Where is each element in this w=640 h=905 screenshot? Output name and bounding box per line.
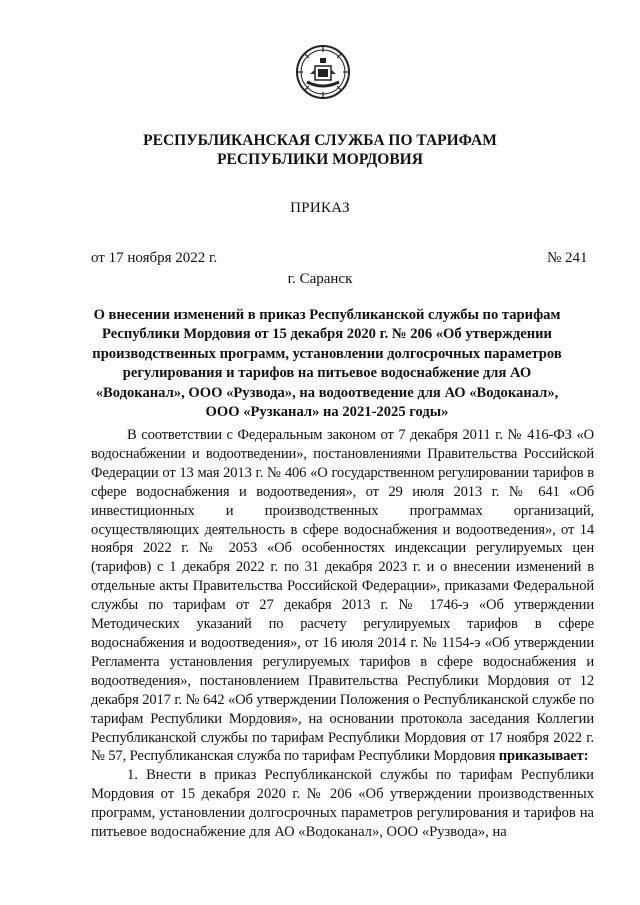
document-number: № 241	[547, 250, 588, 266]
document-city: г. Саранск	[287, 271, 353, 287]
organization-name-line1: РЕСПУБЛИКАНСКАЯ СЛУЖБА ПО ТАРИФАМ	[143, 132, 497, 149]
document-date: от 17 ноября 2022 г.	[91, 250, 218, 266]
preamble-paragraph	[91, 426, 594, 766]
order-word: приказывает:	[498, 748, 589, 765]
item-1-paragraph: 1. Внести в приказ Республиканской службы по тарифам Республики Мордовия от 15 декабря 2020 г. № 206 «Об утверждении производственных программ, установлении долгосрочных параметров регулирования и тарифов на питьевое водоснабжение для АО «Водоканал», ООО «Рузвода», на	[91, 767, 594, 841]
preamble-text: В соответствии с Федеральным законом от 7 декабря 2011 г. № 416-ФЗ «О водоснабжении и водоотведении», постановлениями Правительства Российской Федерации от 13 мая 2013 г. № 406 «О государственном регулировании тарифов в сфере водоснабжения и водоотведения», от 29 июля 2013 г. № 641 «Об инвестиционных и производственных программах организаций, осуществляющих деятельность в сфере водоснабжения и водоотведения», от 14 ноября 2022 г. № 2053 «Об особенностях индексации регулируемых цен (тарифов) с 1 декабря 2022 г. по 31 декабря 2023 г. и о внесении изменений в отдельные акты Правительства Российской Федерации», приказами Федеральной службы по тарифам от 27 декабря 2013 г. № 1746-э «Об утверждении Методических указаний по расчету регулируемых тарифов в сфере водоснабжения и водоотведения», от 16 июля 2014 г. № 1154-э «Об утверждении Регламента установления регулируемых тарифов в сфере водоснабжения и водоотведения», постановлением Правительства Республики Мордовия от 12 декабря 2017 г. № 642 «Об утверждении Положения о Республиканской службе по тарифам Республики Мордовия», на основании протокола заседания Коллегии Республиканской службы по тарифам Республики Мордовия от 17 ноября 2022 г. № 57, Республиканская служба по тарифам Республики Мордовия	[91, 427, 594, 765]
document-body	[91, 426, 594, 842]
document-title: О внесении изменений в приказ Республиканской службы по тарифам Республики Мордовия от 15 декабря 2020 г. № 206 «Об утверждении производственных программ, установлении долгосрочных параметров регулирования и тарифов на питьевое водоснабжение для АО «Водоканал», ООО «Рузвода», на водоотведение для АО «Водоканал», ООО «Рузканал» на 2021-2025 годы»	[92, 307, 562, 421]
document-type: ПРИКАЗ	[290, 200, 350, 216]
organization-name-line2: РЕСПУБЛИКИ МОРДОВИЯ	[217, 151, 423, 168]
coat-of-arms-icon	[295, 44, 351, 100]
